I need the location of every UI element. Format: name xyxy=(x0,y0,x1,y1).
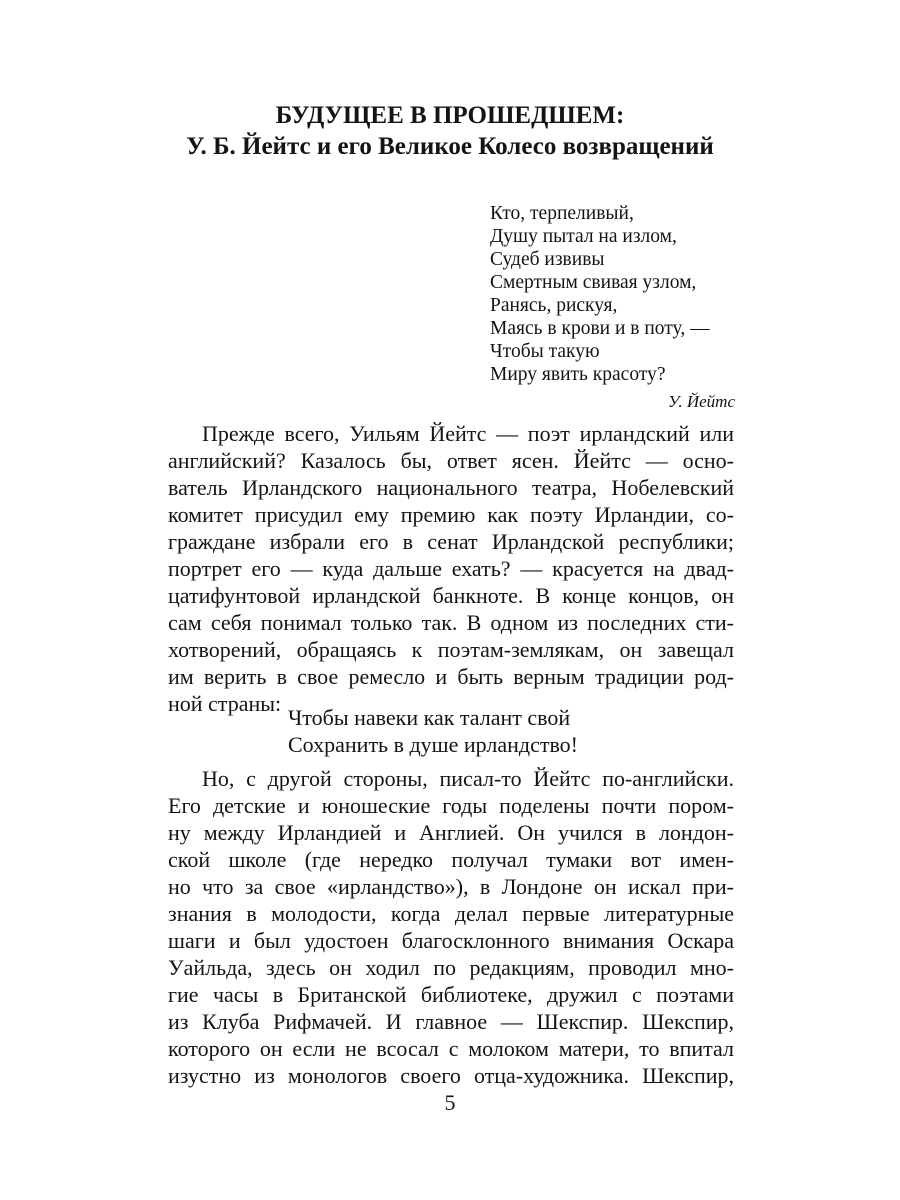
epigraph-line: Смертным свивая узлом, xyxy=(490,272,697,293)
poem-quote xyxy=(288,704,578,758)
paragraph-line: гие часы в Британской библиотеке, дружил с поэтами xyxy=(168,982,734,1007)
quote-line: Чтобы навеки как талант свой xyxy=(288,705,571,730)
paragraph-line: граждане избрали его в сенат Ирландской республики; xyxy=(168,529,734,554)
paragraph-line: Но, с другой стороны, писал-то Йейтс по-английски. xyxy=(202,766,734,791)
paragraph-line: ватель Ирландского национального театра, Нобелевский xyxy=(168,475,734,500)
paragraph-line: хотворений, обращаясь к поэтам-землякам, он завещал xyxy=(168,637,734,662)
chapter-title-line-1: БУДУЩЕЕ В ПРОШЕДШЕМ: xyxy=(275,102,625,129)
paragraph-line: знания в молодости, когда делал первые литературные xyxy=(168,901,734,926)
paragraph-line: им верить в свое ремесло и быть верным традиции род- xyxy=(168,664,734,689)
paragraph-line: ной страны: xyxy=(168,691,282,716)
paragraph-line: цатифунтовой ирландской банкноте. В конце концов, он xyxy=(168,583,734,608)
epigraph-author: У. Йейтс xyxy=(667,392,735,411)
paragraph-line: ской школе (где нередко получал тумаки вот имен- xyxy=(168,847,734,872)
epigraph-line: Чтобы такую xyxy=(490,341,600,362)
paragraph-line: английский? Казалось бы, ответ ясен. Йейтс — осно- xyxy=(168,448,734,473)
paragraph-line: портрет его — куда дальше ехать? — красуется на двад- xyxy=(168,556,734,581)
epigraph-line: Миру явить красоту? xyxy=(490,364,666,385)
paragraph-line: ну между Ирландией и Англией. Он учился в лондон- xyxy=(168,820,734,845)
chapter-title xyxy=(0,100,900,162)
epigraph-line: Ранясь, рискуя, xyxy=(490,295,618,316)
paragraph-line: Уайльда, здесь он ходил по редакциям, проводил мно- xyxy=(168,955,734,980)
epigraph-line: Судеб извивы xyxy=(490,249,605,270)
paragraph-line: Его детские и юношеские годы поделены почти пором- xyxy=(168,793,734,818)
paragraph-line: из Клуба Рифмачей. И главное — Шекспир. Шекспир, xyxy=(168,1009,734,1034)
page-number: 5 xyxy=(444,1090,456,1115)
paragraph-line: шаги и был удостоен благосклонного внимания Оскара xyxy=(168,928,734,953)
epigraph-line: Душу пытал на излом, xyxy=(490,226,677,247)
paragraph-1 xyxy=(168,420,734,717)
paragraph-line: изустно из монологов своего отца-художника. Шекспир, xyxy=(168,1063,734,1088)
paragraph-2 xyxy=(168,765,734,1089)
epigraph xyxy=(490,202,735,413)
paragraph-line: сам себя понимал только так. В одном из последних сти- xyxy=(168,610,734,635)
paragraph-line: Прежде всего, Уильям Йейтс — поэт ирландский или xyxy=(202,421,734,446)
paragraph-line: но что за свое «ирландство»), в Лондоне он искал при- xyxy=(168,874,734,899)
chapter-title-line-2: У. Б. Йейтс и его Великое Колесо возвращений xyxy=(186,133,714,160)
epigraph-line: Маясь в крови и в поту, — xyxy=(490,318,710,339)
paragraph-line: которого он если не всосал с молоком матери, то впитал xyxy=(168,1036,734,1061)
paragraph-line: комитет присудил ему премию как поэту Ирландии, со- xyxy=(168,502,734,527)
quote-line: Сохранить в душе ирландство! xyxy=(288,732,579,757)
epigraph-line: Кто, терпеливый, xyxy=(490,203,634,224)
